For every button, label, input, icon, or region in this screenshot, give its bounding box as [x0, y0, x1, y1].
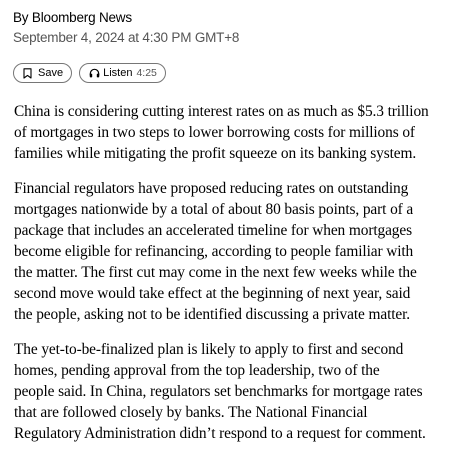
- article-paragraph: [14, 178, 452, 325]
- article-paragraph: [14, 101, 452, 164]
- text-line: second move would take effect at the beginning of next year, said: [14, 285, 411, 302]
- text-line: Financial regulators have proposed reducing rates on outstanding: [14, 180, 409, 197]
- article-body: [14, 101, 452, 458]
- save-label: Save: [38, 67, 64, 79]
- text-line: people said. In China, regulators set benchmarks for mortgage rates: [14, 383, 423, 400]
- text-line: become eligible for refinancing, according to people familiar with: [14, 243, 414, 260]
- text-line: package that includes an accelerated timeline for when mortgages: [14, 222, 412, 239]
- article-paragraph: [14, 339, 452, 444]
- article-actions: [13, 63, 166, 83]
- listen-duration: 4:25: [136, 67, 157, 79]
- listen-label: Listen: [103, 67, 133, 79]
- save-button[interactable]: [13, 63, 72, 83]
- text-line: of mortgages in two steps to lower borrowing costs for millions of: [14, 124, 415, 141]
- text-line: families while mitigating the profit squeeze on its banking system.: [14, 145, 417, 162]
- publish-date: September 4, 2024 at 4:30 PM GMT+8: [13, 30, 240, 45]
- headphones-icon: [89, 68, 100, 78]
- byline: By Bloomberg News: [13, 10, 132, 25]
- text-line: Regulatory Administration didn’t respond to a request for comment.: [14, 425, 426, 442]
- text-line: the people, asking not to be identified discussing a private matter.: [14, 306, 411, 323]
- text-line: the matter. The first cut may come in the next few weeks while the: [14, 264, 417, 281]
- text-line: The yet-to-be-finalized plan is likely to apply to first and second: [14, 341, 404, 358]
- bookmark-icon: [23, 68, 32, 79]
- text-line: China is considering cutting interest rates on as much as $5.3 trillion: [14, 103, 429, 120]
- text-line: that are followed closely by banks. The National Financial: [14, 404, 368, 421]
- listen-button[interactable]: [79, 63, 166, 83]
- text-line: homes, pending approval from the top leadership, two of the: [14, 362, 380, 379]
- text-line: mortgages nationwide by a total of about 80 basis points, part of a: [14, 201, 414, 218]
